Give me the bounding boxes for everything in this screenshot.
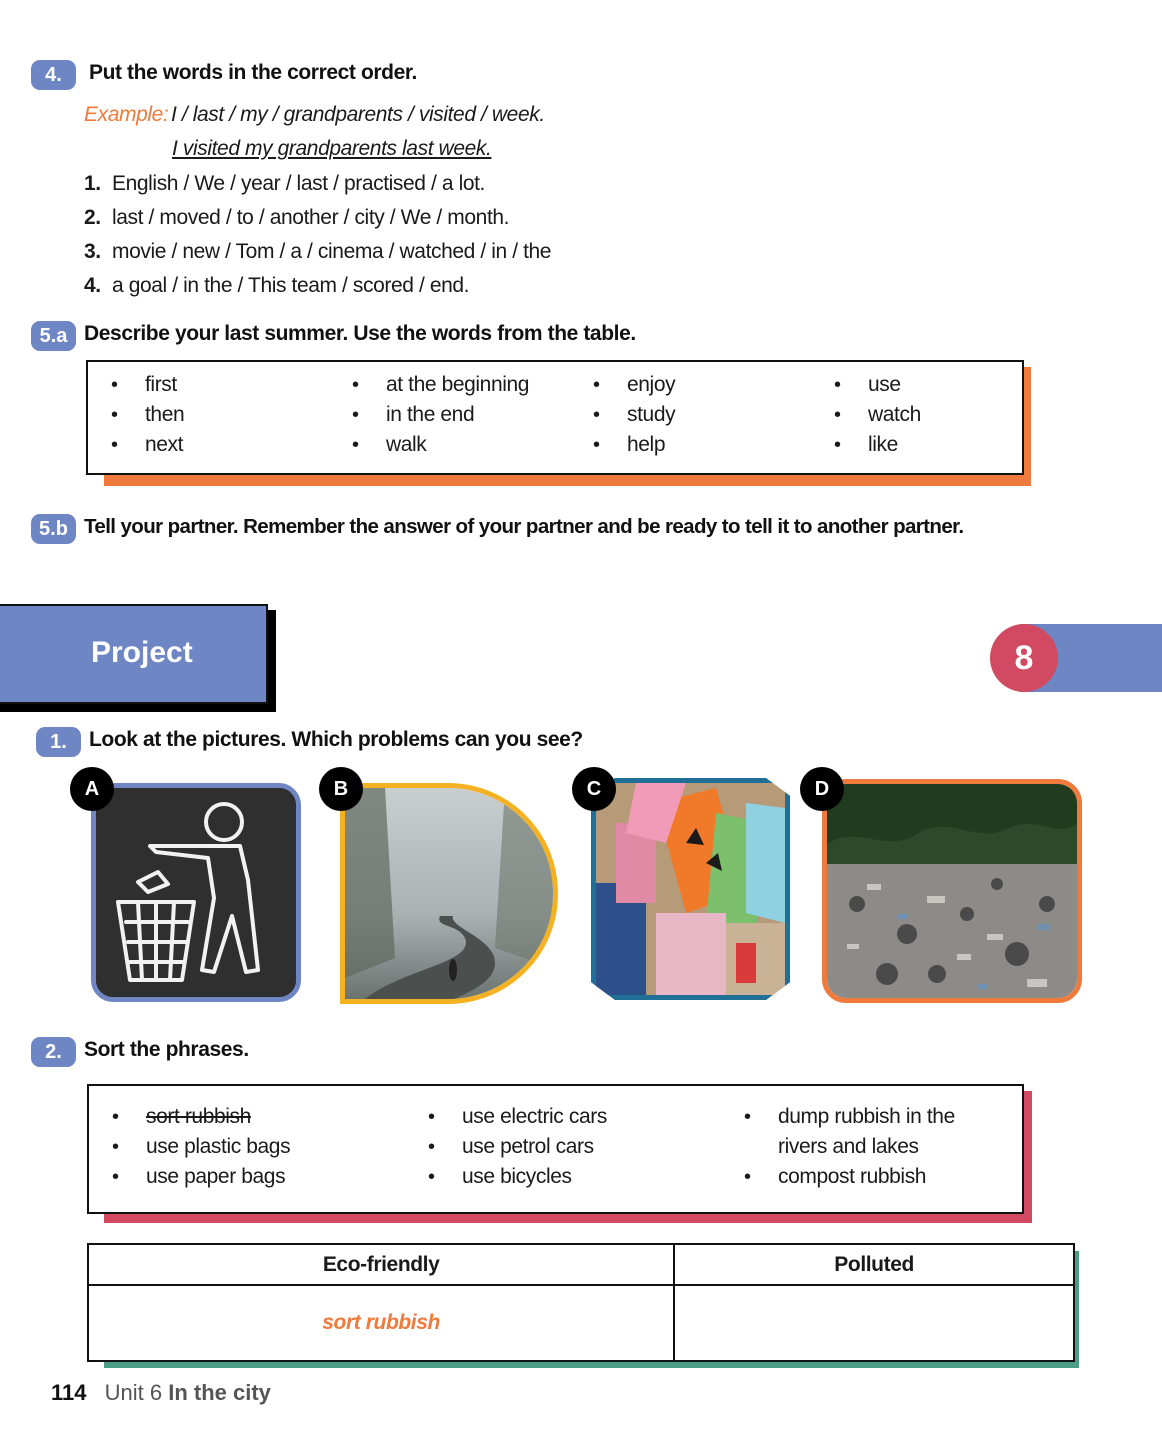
word-item: • then xyxy=(111,400,184,430)
phrase-item xyxy=(112,1102,290,1132)
example-label: Example: xyxy=(84,103,169,126)
word-item: • first xyxy=(111,370,184,400)
task-5b-badge: 5.b xyxy=(31,514,76,544)
unit-title xyxy=(168,1380,271,1405)
task-4-badge: 4. xyxy=(31,60,76,90)
phrase-column xyxy=(428,1102,607,1192)
litter-bin-drawing xyxy=(96,788,296,997)
word-item: • watch xyxy=(834,400,921,430)
word-column xyxy=(352,370,529,460)
unit-number-badge: 8 xyxy=(990,624,1058,692)
item-text: a goal / in the / This team / scored / end. xyxy=(112,274,470,297)
exercise-item xyxy=(84,274,469,298)
phrase-item: • compost rubbish xyxy=(744,1162,984,1192)
word-item: • next xyxy=(111,430,184,460)
picture-a-label: A xyxy=(70,767,114,811)
task-4-title: Put the words in the correct order. xyxy=(89,61,417,84)
landfill-photo xyxy=(822,779,1082,1003)
project-task-2-title: Sort the phrases. xyxy=(84,1038,249,1061)
unit-title-text: In the city xyxy=(168,1380,271,1405)
phrase-column xyxy=(112,1102,290,1192)
litter-bin-icon xyxy=(91,783,301,1002)
item-number: 4. xyxy=(84,274,101,297)
word-item: • in the end xyxy=(352,400,529,430)
picture-b-label: B xyxy=(319,767,363,811)
phrase-item: • use plastic bags xyxy=(112,1132,290,1162)
column-header-eco-friendly: Eco-friendly xyxy=(88,1244,674,1285)
phrase-item: • use petrol cars xyxy=(428,1132,607,1162)
phrase-item: • use paper bags xyxy=(112,1162,290,1192)
foggy-road-drawing xyxy=(345,788,553,999)
example-text: I / last / my / grandparents / visited / week. xyxy=(171,103,545,126)
item-text: English / We / year / last / practised / a lot. xyxy=(112,172,485,195)
word-box xyxy=(86,360,1024,475)
project-task-1-badge: 1. xyxy=(36,727,81,757)
task-5b-title: Tell your partner. Remember the answer of your partner and be ready to tell it to another partner. xyxy=(84,515,964,538)
word-item: • walk xyxy=(352,430,529,460)
project-task-1-title: Look at the pictures. Which problems can you see? xyxy=(89,728,583,751)
word-item: • enjoy xyxy=(593,370,675,400)
page-number: 114 xyxy=(51,1380,87,1405)
table-cell-eco-friendly[interactable]: sort rubbish xyxy=(88,1285,674,1361)
word-item: • use xyxy=(834,370,921,400)
picture-d-label: D xyxy=(800,767,844,811)
exercise-item xyxy=(84,206,509,230)
page-footer xyxy=(51,1380,271,1406)
item-text: movie / new / Tom / a / cinema / watched / in / the xyxy=(112,240,552,263)
column-header-polluted: Polluted xyxy=(674,1244,1074,1285)
phrase-column xyxy=(744,1102,984,1192)
cardboard-waste-drawing xyxy=(596,783,785,995)
example-answer: I visited my grandparents last week. xyxy=(172,137,492,160)
exercise-item xyxy=(84,172,485,196)
table-cell-polluted[interactable] xyxy=(674,1285,1074,1361)
sort-table xyxy=(87,1243,1075,1362)
project-title: Project xyxy=(91,636,193,669)
cardboard-waste-photo xyxy=(591,778,790,1000)
phrase-item: • dump rubbish in the rivers and lakes xyxy=(744,1102,984,1162)
foggy-road-photo xyxy=(340,783,558,1004)
word-item: • study xyxy=(593,400,675,430)
word-item: • help xyxy=(593,430,675,460)
unit-label: Unit 6 xyxy=(104,1380,163,1405)
word-item: • at the beginning xyxy=(352,370,529,400)
phrase-text-struck: sort rubbish xyxy=(146,1105,251,1128)
exercise-item xyxy=(84,240,551,264)
phrase-item: • use bicycles xyxy=(428,1162,607,1192)
picture-c-label: C xyxy=(572,767,616,811)
table-header-row xyxy=(88,1244,1074,1285)
table-row xyxy=(88,1285,1074,1361)
word-column xyxy=(111,370,184,460)
task-5a-badge: 5.a xyxy=(31,321,76,351)
word-column xyxy=(593,370,675,460)
item-number: 1. xyxy=(84,172,101,195)
word-item: • like xyxy=(834,430,921,460)
item-number: 2. xyxy=(84,206,101,229)
task-5a-title: Describe your last summer. Use the words from the table. xyxy=(84,322,636,345)
phrase-item: • use electric cars xyxy=(428,1102,607,1132)
phrase-box xyxy=(87,1084,1024,1214)
project-task-2-badge: 2. xyxy=(31,1037,76,1067)
word-column xyxy=(834,370,921,460)
landfill-drawing xyxy=(827,784,1077,998)
item-text: last / moved / to / another / city / We / month. xyxy=(112,206,510,229)
item-number: 3. xyxy=(84,240,101,263)
